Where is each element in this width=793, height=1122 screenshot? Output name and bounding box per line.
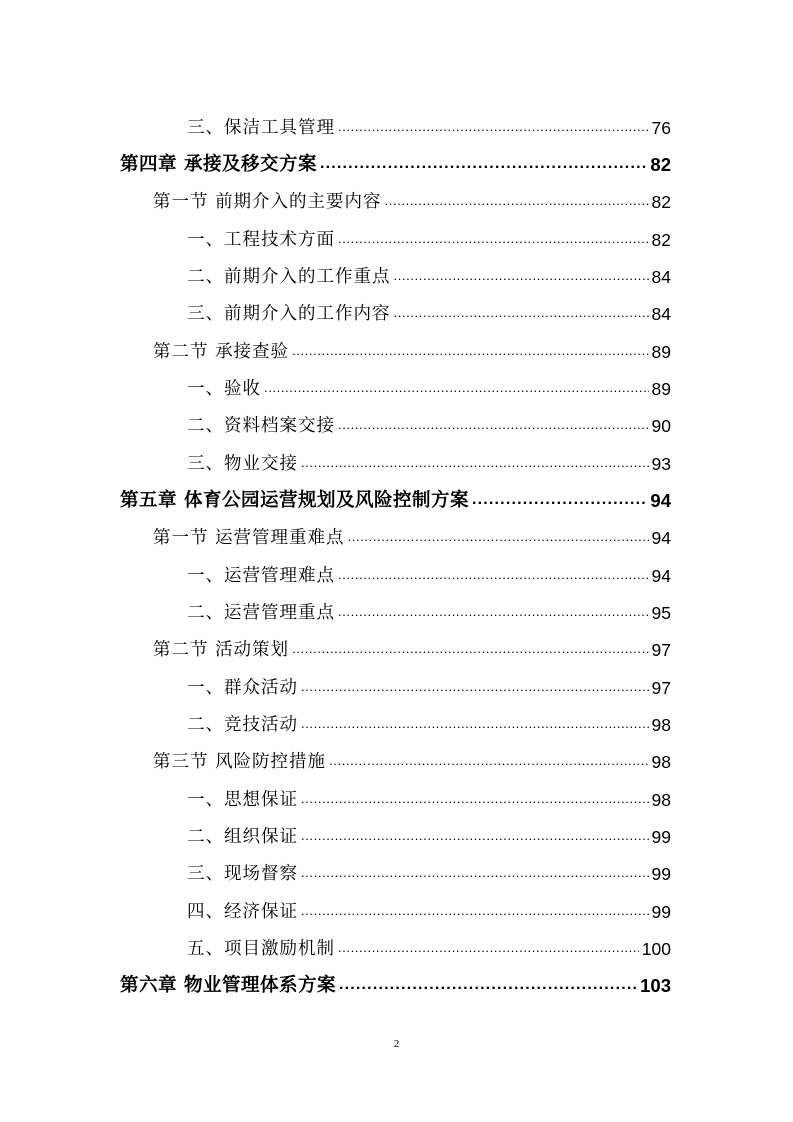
toc-entry-label: 第三节 风险防控措施 xyxy=(153,752,327,772)
toc-entry-page: 97 xyxy=(651,678,671,698)
toc-entry-page: 98 xyxy=(651,790,671,810)
toc-dot-leader xyxy=(338,415,649,437)
toc-entry-page: 97 xyxy=(651,640,671,660)
toc-entry[interactable] xyxy=(120,960,671,997)
toc-entry[interactable] xyxy=(153,326,671,363)
toc-entry[interactable] xyxy=(187,438,671,475)
toc-entry[interactable] xyxy=(187,886,671,923)
toc-entry-label: 一、工程技术方面 xyxy=(187,230,335,250)
toc-entry-page: 82 xyxy=(650,154,671,175)
toc-entry-page: 82 xyxy=(651,192,671,212)
toc-entry-page: 99 xyxy=(651,864,671,884)
toc-entry-page: 99 xyxy=(651,902,671,922)
toc-entry[interactable] xyxy=(120,139,671,176)
toc-entry-label: 二、竞技活动 xyxy=(187,715,298,735)
toc-entry-label: 二、运营管理重点 xyxy=(187,603,335,623)
toc-entry[interactable] xyxy=(187,251,671,288)
toc-entry-page: 90 xyxy=(651,416,671,436)
toc-entry-label: 三、物业交接 xyxy=(187,454,298,474)
toc-entry-label: 第二节 承接查验 xyxy=(153,342,290,362)
toc-entry-page: 76 xyxy=(651,118,671,138)
toc-entry-page: 98 xyxy=(651,715,671,735)
toc-entry-label: 二、资料档案交接 xyxy=(187,416,335,436)
toc-entry-label: 第六章 物业管理体系方案 xyxy=(120,975,336,996)
toc-dot-leader xyxy=(301,789,649,811)
toc-entry-page: 100 xyxy=(641,939,671,959)
toc-entry-label: 第二节 活动策划 xyxy=(153,640,290,660)
toc-dot-leader xyxy=(264,378,649,400)
toc-entry[interactable] xyxy=(187,662,671,699)
toc-entry-page: 103 xyxy=(640,975,671,996)
toc-dot-leader xyxy=(472,490,647,512)
toc-entry[interactable] xyxy=(187,587,671,624)
toc-entry-page: 93 xyxy=(651,454,671,474)
toc-dot-leader xyxy=(292,639,648,661)
toc-dot-leader xyxy=(301,863,649,885)
toc-dot-leader xyxy=(338,117,649,139)
toc-entry-page: 82 xyxy=(651,230,671,250)
toc-entry-page: 89 xyxy=(651,379,671,399)
toc-dot-leader xyxy=(348,527,649,549)
toc-entry-label: 五、项目激励机制 xyxy=(187,939,335,959)
toc-dot-leader xyxy=(338,229,649,251)
toc-entry-label: 第五章 体育公园运营规划及风险控制方案 xyxy=(120,490,469,511)
toc-dot-leader xyxy=(320,154,647,176)
toc-dot-leader xyxy=(301,677,649,699)
toc-entry-label: 一、验收 xyxy=(187,379,261,399)
toc-entry[interactable] xyxy=(187,102,671,139)
toc-entry[interactable] xyxy=(187,811,671,848)
toc-entry[interactable] xyxy=(153,736,671,773)
toc-dot-leader xyxy=(339,975,637,997)
toc-entry-page: 94 xyxy=(650,490,671,511)
toc-dot-leader xyxy=(301,901,649,923)
toc-entry-page: 89 xyxy=(651,342,671,362)
toc-entry-label: 第四章 承接及移交方案 xyxy=(120,154,317,175)
toc-entry-label: 第一节 前期介入的主要内容 xyxy=(153,192,382,212)
toc-entry[interactable] xyxy=(120,475,671,512)
toc-dot-leader xyxy=(301,453,649,475)
page-number: 2 xyxy=(393,1038,400,1050)
toc-entry[interactable] xyxy=(153,624,671,661)
toc-entry[interactable] xyxy=(187,288,671,325)
toc-dot-leader xyxy=(329,751,648,773)
toc-entry-label: 三、前期介入的工作内容 xyxy=(187,304,391,324)
toc-entry-label: 第一节 运营管理重难点 xyxy=(153,528,345,548)
toc-entry-page: 95 xyxy=(651,603,671,623)
toc-entry-label: 三、现场督察 xyxy=(187,864,298,884)
toc-entry[interactable] xyxy=(187,400,671,437)
toc-dot-leader xyxy=(301,714,649,736)
toc-entry[interactable] xyxy=(187,848,671,885)
toc-entry[interactable] xyxy=(187,774,671,811)
toc-dot-leader xyxy=(394,303,649,325)
toc-entry-label: 一、思想保证 xyxy=(187,790,298,810)
toc-entry-page: 98 xyxy=(651,752,671,772)
toc-entry-page: 84 xyxy=(651,267,671,287)
toc-dot-leader xyxy=(338,565,649,587)
toc-entry-page: 84 xyxy=(651,304,671,324)
toc-entry-label: 四、经济保证 xyxy=(187,902,298,922)
toc-dot-leader xyxy=(385,191,649,213)
toc-dot-leader xyxy=(301,826,649,848)
toc-entry[interactable] xyxy=(153,512,671,549)
toc-entry-page: 94 xyxy=(651,566,671,586)
toc-entry-label: 二、组织保证 xyxy=(187,827,298,847)
toc-entry-label: 三、保洁工具管理 xyxy=(187,118,335,138)
toc-entry[interactable] xyxy=(187,214,671,251)
toc-entry[interactable] xyxy=(187,923,671,960)
toc-dot-leader xyxy=(338,602,649,624)
toc-entry[interactable] xyxy=(153,176,671,213)
toc-dot-leader xyxy=(292,341,648,363)
toc-dot-leader xyxy=(394,266,649,288)
toc-entry-page: 99 xyxy=(651,827,671,847)
toc-entry-label: 一、运营管理难点 xyxy=(187,566,335,586)
toc-entry[interactable] xyxy=(187,363,671,400)
toc-dot-leader xyxy=(338,938,639,960)
toc-entry-label: 一、群众活动 xyxy=(187,678,298,698)
toc-entry[interactable] xyxy=(187,550,671,587)
toc-entry-page: 94 xyxy=(651,528,671,548)
toc-entry[interactable] xyxy=(187,699,671,736)
toc-entry-label: 二、前期介入的工作重点 xyxy=(187,267,391,287)
